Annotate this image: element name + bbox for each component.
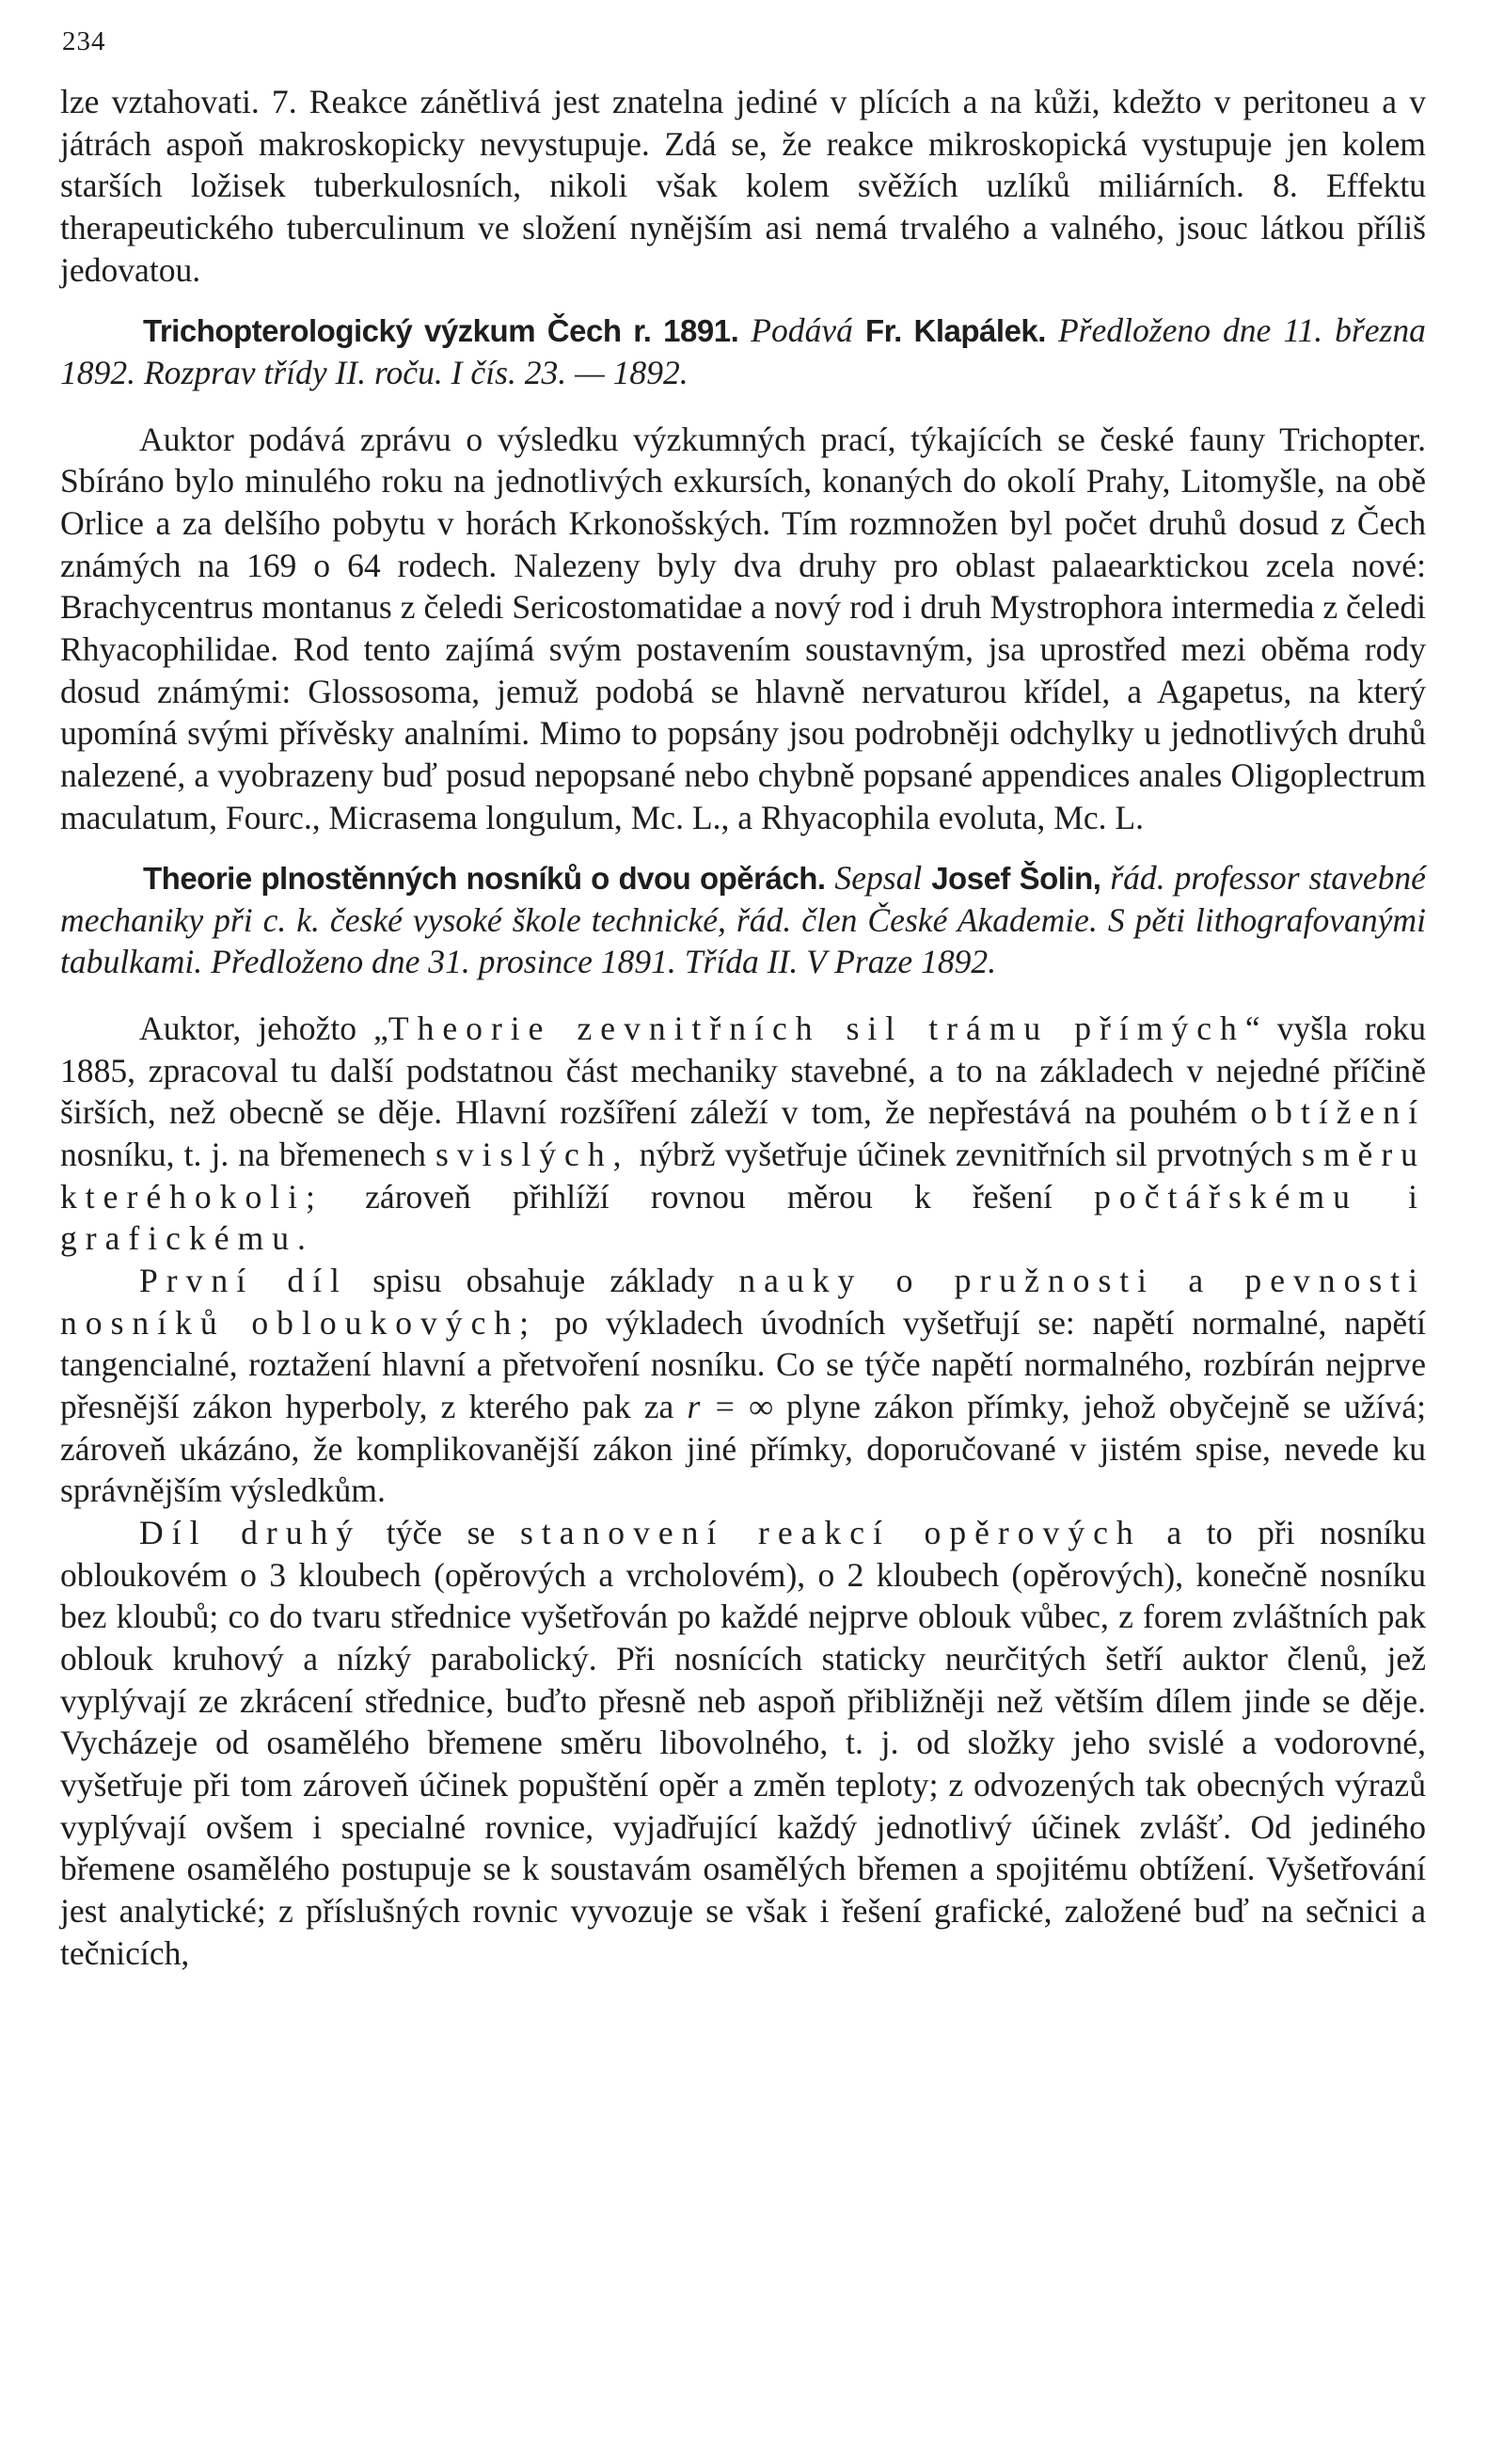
spaced-text: nauky o pružnosti a pevnosti nosníků obloukových; [60,1262,1426,1342]
entry-theorie-paragraph-1 [60,1008,1426,1260]
entry-meta: řád. professor stavebné mechaniky při c. k. české vysoké škole technické, řád. člen České Akademie. S pěti lithografovanými tabulkami. Předloženo dne 31. prosince 1891. Třída II. V Praze 1892. [60,859,1426,981]
entry-theorie-header [60,857,1426,983]
page-text [60,81,1426,1974]
entry-trichopterologicky-header [60,310,1426,393]
spaced-text: stanovení reakcí opěrových [519,1514,1142,1551]
text-run: plyne zákon přímky, jehož obyčejně se užívá; zároveň ukázáno, že komplikovanější zákon jiné přímky, doporučované v jistém spise, nevede ku správnějším výsledkům. [60,1388,1426,1510]
entry-trichopterologicky-body: Auktor podává zprávu o výsledku výzkumných prací, týkajících se české fauny Trichopter. Sbíráno bylo minulého roku na jednotlivých exkursích, konaných do okolí Prahy, Litomyšle, na obě Orlice a za delšího pobytu v horách Krkonošských. Tím rozmnožen byl počet druhů dosud z Čech známých na 169 o 64 rodech. Nalezeny byly dva druhy pro oblast palaearktickou zcela nové: Brachycentrus montanus z čeledi Sericostomatidae a nový rod i druh Mystrophora intermedia z čeledi Rhyacophilidae. Rod tento zajímá svým postavením soustavným, jsa uprostřed mezi oběma rody dosud známými: Glossosoma, jemuž podobá se hlavně nervaturou křídel, a Agapetus, na který upomíná svými přívěsky analními. Mimo to popsány jsou podrobněji odchylky u jednotlivých druhů nalezené, a vyobrazeny buď posud nepopsané nebo chybně popsané appendices anales Oligoplectrum maculatum, Fourc., Micrasema longulum, Mc. L., a Rhyacophila evoluta, Mc. L. [60,420,1426,836]
entry-title: Trichopterologický výzkum Čech r. 1891. [143,313,739,349]
formula: r = ∞ [687,1388,773,1426]
entry-by: Podává [751,311,853,350]
entry-by: Sepsal [834,859,923,898]
spaced-text: Theorie zevnitřních sil trámu přímých [388,1009,1245,1048]
text-run: zároveň přihlíží rovnou měrou k řešení [365,1177,1053,1216]
entry-meta: Předloženo dne 11. března 1892. Rozprav třídy II. roču. I čís. 23. — 1892. [60,311,1426,391]
text-run: Auktor, jehožto „ [139,1009,388,1048]
spaced-text: Díl druhý [139,1514,362,1551]
text-run: po výkladech úvodních vyšetřují se: napětí normalné, napětí tangencialné, roztažení hlavní a přetvoření nosníku. Co se týče napětí normalného, rozbírán nejprve přesnější zákon hyperboly, z kterého pak za [60,1303,1426,1426]
spaced-text: svislých, [435,1136,630,1174]
spaced-text: obtížení [1250,1093,1426,1132]
text-run: spisu obsahuje základy [372,1262,715,1300]
spaced-text: počtářskému i grafickému. [60,1177,1426,1258]
entry-title: Theorie plnostěnných nosníků o dvou opěrách. [143,861,826,897]
intro-paragraph: lze vztahovati. 7. Reakce zánětlivá jest znatelna jediné v plících a na kůži, kdežto v peritoneu a v játrách aspoň makroskopicky nevystupuje. Zdá se, že reakce mikroskopická vystupuje jen kolem starších ložisek tuberkulosních, nikoli však kolem svěžích uzlíků miliárních. 8. Effektu therapeutického tuberculinum ve složení nynějším asi nemá trvalého a valného, jsouc látkou příliš jedovatou. [60,83,1426,289]
text-run: nýbrž vyšetřuje účinek zevnitřních sil prvotných [639,1136,1292,1174]
entry-author: Fr. Klapálek. [864,313,1046,349]
text-run: a to při nosníku obloukovém o 3 kloubech (opěrových a vrcholovém), o 2 kloubech (opěrových), konečně nosníku bez kloubů; co do tvaru střednice vyšetřován po každé nejprve oblouk vůbec, z forem zvláštních pak oblouk kruhový a nízký parabolický. Při nosnících staticky neurčitých šetří auktor členů, jež vyplývají ze zkrácení střednice, buďto přesně neb aspoň přibližněji než větším dílem jinde se děje. Vycházeje od osamělého břemene směru libovolného, t. j. od složky jeho svislé a vodorovné, vyšetřuje při tom zároveň účinek popuštění opěr a změn teploty; z odvozených tak obecných výrazů vyplývají ovšem i specialné rovnice, vyjadřující každý jednotlivý účinek zvlášť. Od jediného břemene osamělého postupuje se k soustavám osamělých břemen a spojitému obtížení. Vyšetřování jest analytické; z příslušných rovnic vyvozuje se však i řešení grafické, založené buď na sečnici a tečnicích, [60,1514,1426,1972]
page-number: 234 [62,26,106,56]
entry-author: Josef Šolin, [931,861,1101,897]
spaced-text: První díl [139,1262,348,1300]
entry-theorie-paragraph-2 [60,1260,1426,1512]
entry-theorie-paragraph-3 [60,1512,1426,1974]
text-run: nosníku, t. j. na břemenech [60,1136,426,1174]
spaced-text: směru kteréhokoli; [60,1136,1426,1216]
text-run: týče se [386,1514,496,1551]
text-run: “ vyšla roku 1885, zpracoval tu další podstatnou část mechaniky stavebné, a to na základech v nejedné příčině širších, než obecně se děje. Hlavní rozšíření záleží v tom, že nepřestává na pouhém [60,1009,1426,1132]
